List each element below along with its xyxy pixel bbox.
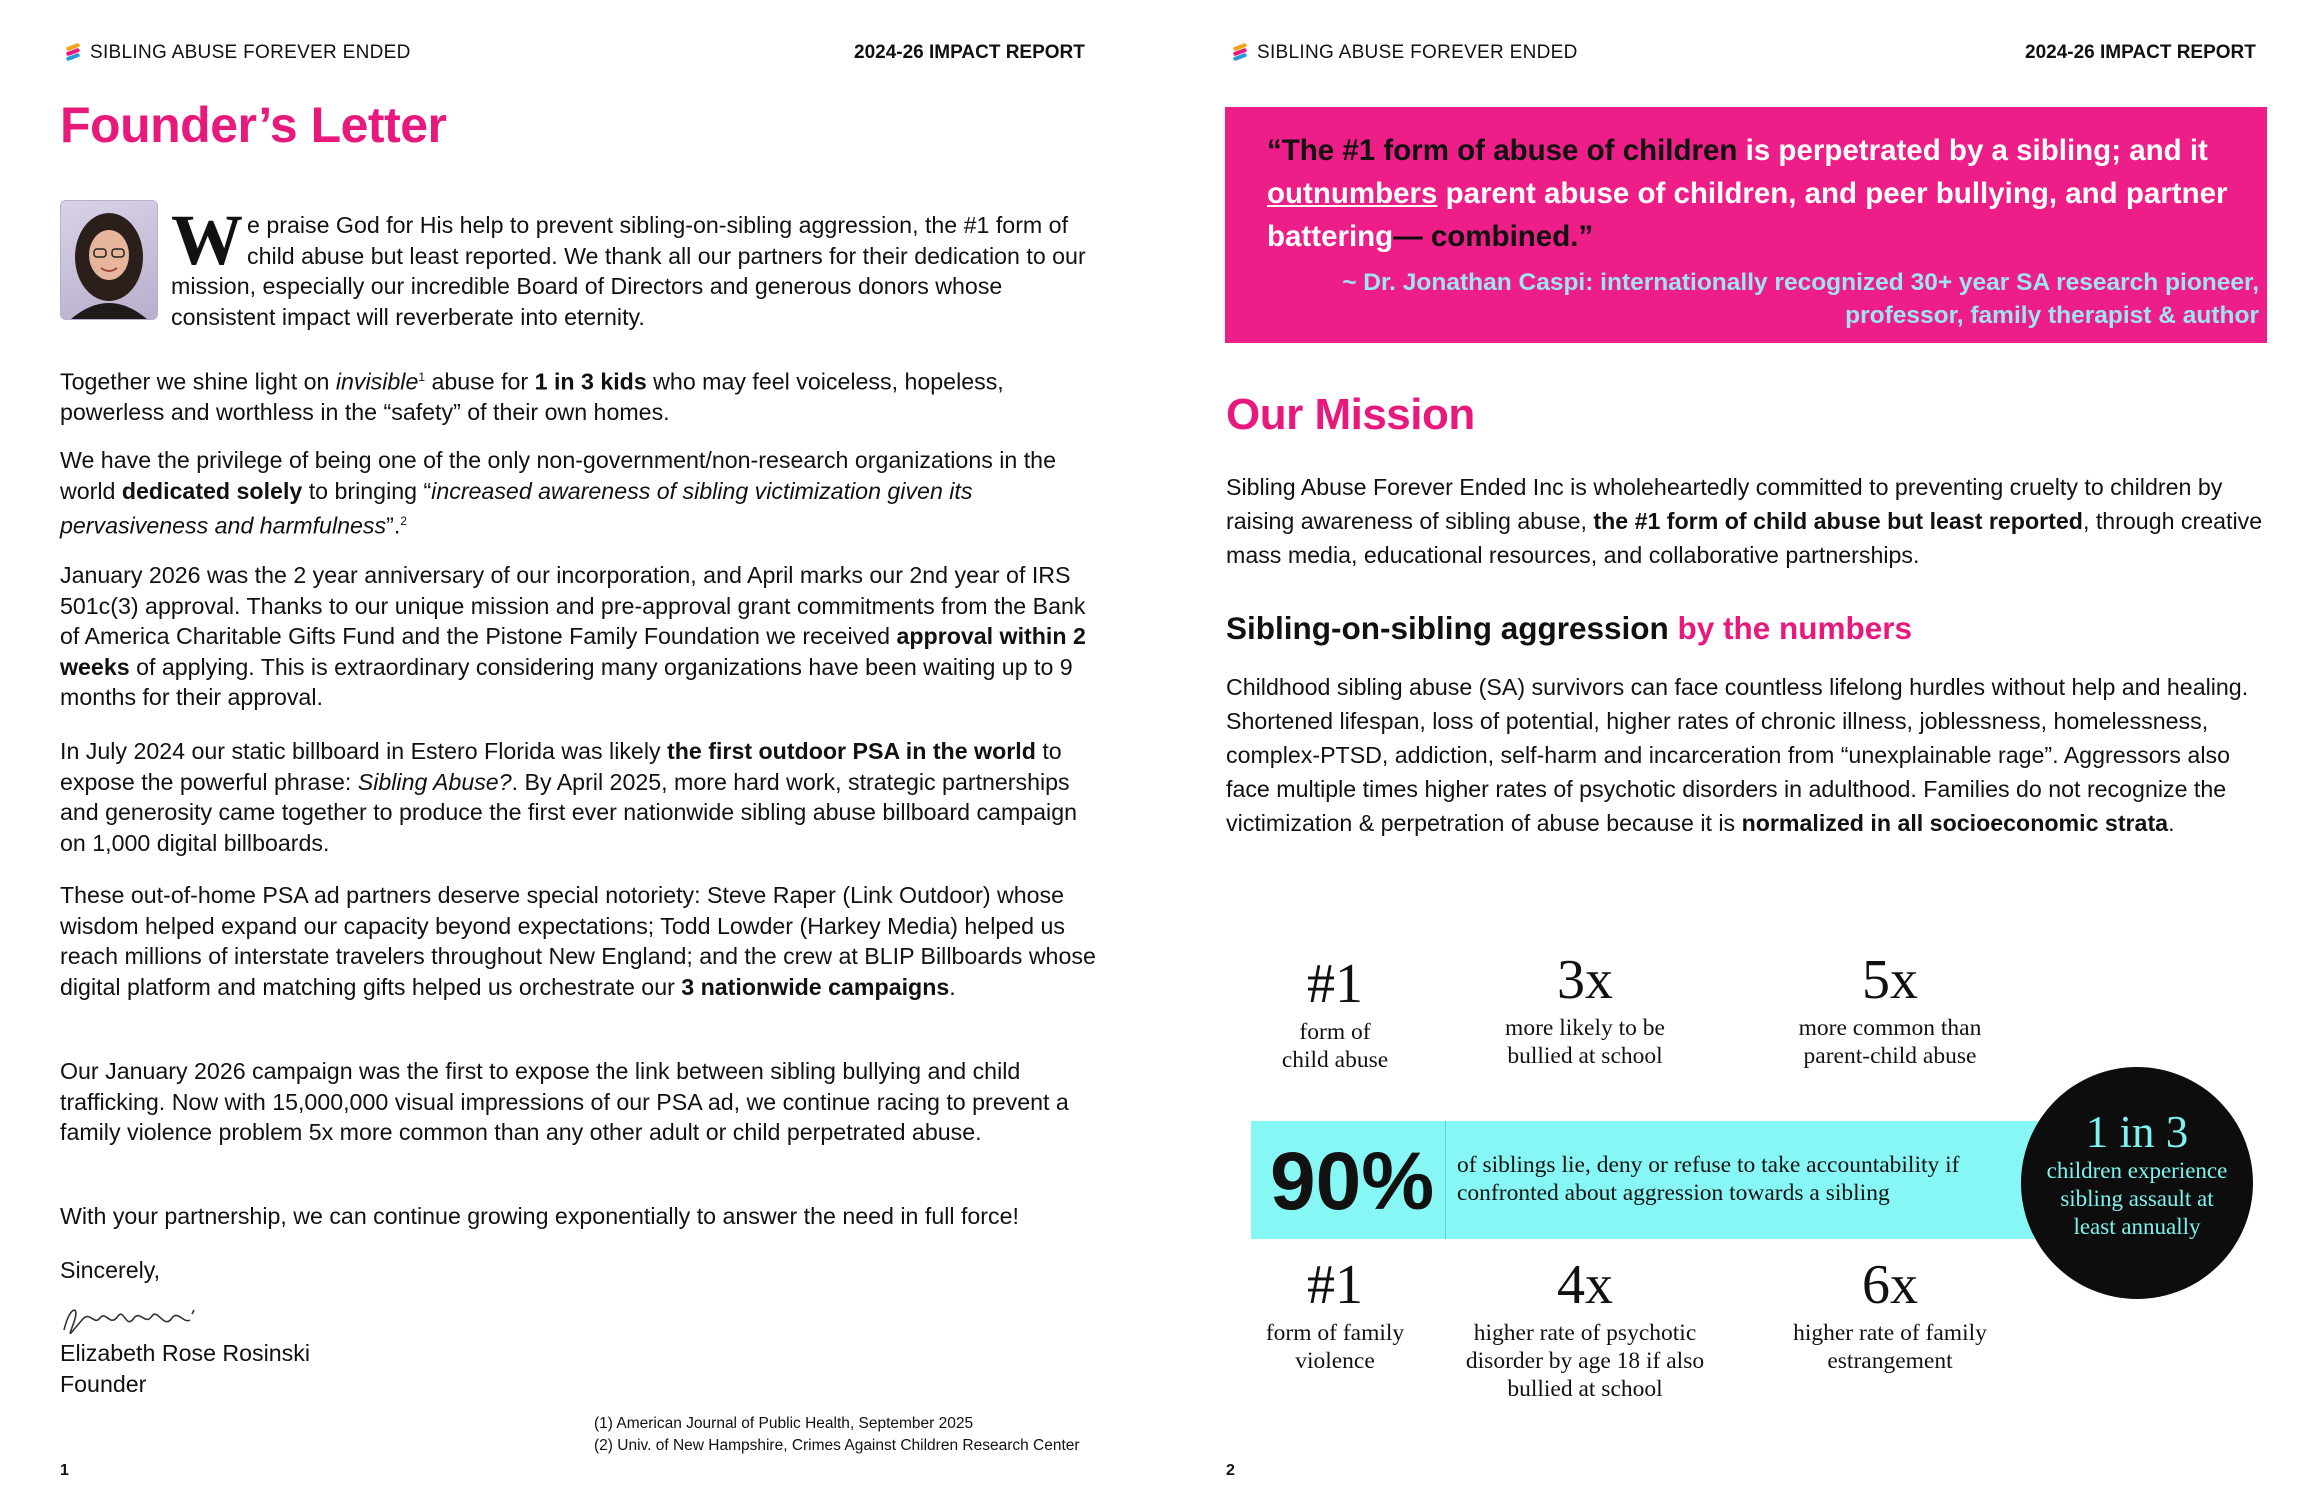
footnotes [594,1413,1080,1457]
quote-text: “The #1 form of abuse of children is perpetrated by a sibling; and it outnumbers parent abuse of children, and peer bullying, and partner battering— combined.” [1267,134,2228,253]
letter-paragraph-3: We have the privilege of being one of the only non-government/non-research organizations in the world dedicated solely to bringing “increased awareness of sibling victimization given its pervasiveness and harmfulness”.$^2$ [60,447,1056,539]
brand-logo-icon [66,45,82,61]
letter-paragraph-8: With your partnership, we can continue growing exponentially to answer the need in full force! [60,1203,1019,1229]
band-label: of siblings lie, deny or refuse to take accountability if confronted about aggression towards a sibling [1457,1152,1960,1206]
quote-box [1225,107,2267,343]
page-number: 1 [60,1462,69,1479]
page-number: 2 [1226,1462,1235,1479]
brand-header [66,42,411,64]
signature [60,1300,210,1340]
band-value: 90% [1270,1136,1435,1227]
letter-paragraph-7: Our January 2026 campaign was the first to expose the link between sibling bullying and child trafficking. Now with 15,000,000 visual impressions of our PSA ad, we continue racing to prevent a family violence problem 5x more common than any other adult or child perpetrated abuse. [60,1058,1069,1145]
page-title: Founder’s Letter [60,97,447,153]
stat-circle [2021,1067,2253,1299]
quote-attribution: ~ Dr. Jonathan Caspi: internationally recognized 30+ year SA research pioneer, professor, family therapist & author [1342,269,2259,329]
stat-top-3: 5x more common than parent-child abuse [1798,949,1982,1069]
numbers-paragraph: Childhood sibling abuse (SA) survivors can face countless lifelong hurdles without help and healing. Shortened lifespan, loss of potential, higher rates of chronic illness, joblessness, homelessness, complex-PTSD, addiction, self-harm and incarceration from “unexplainable rage”. Aggressors also face multiple times higher rates of psychotic disorders in adulthood. Families do not recognize the victimization & perpetration of abuse because it is normalized in all socioeconomic strata. [1226,674,2249,836]
circle-value: 1 in 3 [2085,1107,2189,1157]
letter-paragraph-4: January 2026 was the 2 year anniversary of our incorporation, and April marks our 2nd year of IRS 501c(3) approval. Thanks to our unique mission and pre-approval grant commitments from the Bank of America Charitable Gifts Fund and the Pistone Family Foundation we received approval within 2 weeks of applying. This is extraordinary considering many organizations have been waiting up to 9 months for their approval. [60,562,1086,710]
stat-bottom-1: #1 form of family violence [1265,1254,1405,1374]
stat-bottom-3: 6x higher rate of family estrangement [1793,1254,1987,1374]
footnote-2: (2) Univ. of New Hampshire, Crimes Against Children Research Center [594,1437,1080,1454]
drop-cap: W [171,200,243,280]
band-divider [1445,1121,1446,1239]
letter-paragraph-6: These out-of-home PSA ad partners deserve special notoriety: Steve Raper (Link Outdoor) whose wisdom helped expand our capacity beyond expectations; Todd Lowder (Harkey Media) helped us reach millions of interstate travelers throughout New England; and the crew at BLIP Billboards whose digital platform and matching gifts helped us orchestrate our 3 nationwide campaigns. [60,882,1096,1000]
letter-paragraph-5: In July 2024 our static billboard in Estero Florida was likely the first outdoor PSA in the world to expose the powerful phrase: Sibling Abuse?. By April 2025, more hard work, strategic partnerships and generosity came together to produce the first ever nationwide sibling abuse billboard campaign on 1,000 digital billboards. [60,738,1078,856]
stat-top-2: 3x more likely to be bullied at school [1505,949,1665,1069]
brand-header [1233,42,1578,64]
brand-logo-icon [1233,45,1249,61]
report-title: 2024-26 IMPACT REPORT [854,42,1085,63]
footnote-1: (1) American Journal of Public Health, September 2025 [594,1415,974,1432]
mission-title: Our Mission [1226,390,1475,439]
page-mission [1155,0,2310,1497]
brand-name: SIBLING ABUSE FOREVER ENDED [90,42,411,63]
signer-name: Elizabeth Rose Rosinski [60,1340,311,1366]
stat-bottom-2: 4x higher rate of psychotic disorder by age 18 if also bullied at school [1465,1254,1705,1402]
closing: Sincerely, [60,1257,161,1283]
circle-label: children experience sibling assault at least annually [2046,1158,2228,1239]
stat-top-1: #1 form of child abuse [1281,953,1389,1073]
letter-paragraph-2: Together we shine light on invisible$^1$ abuse for 1 in 3 kids who may feel voiceless, hopeless, powerless and worthless in the “safety” of their own homes. [60,368,1004,426]
letter-intro: We praise God for His help to prevent sibling-on-sibling aggression, the #1 form of child abuse but least reported. We thank all our partners for their dedication to our mission, especially our incredible Board of Directors and generous donors whose consistent impact will reverberate into eternity. [171,200,1086,330]
founder-photo [60,200,158,320]
mission-paragraph: Sibling Abuse Forever Ended Inc is wholeheartedly committed to preventing cruelty to children by raising awareness of sibling abuse, the #1 form of child abuse but least reported, through creative mass media, educational resources, and collaborative partnerships. [1226,474,2263,568]
signer-title: Founder [60,1371,147,1397]
brand-name: SIBLING ABUSE FOREVER ENDED [1257,42,1578,63]
numbers-heading: Sibling-on-sibling aggression by the numbers [1226,610,1913,646]
report-title: 2024-26 IMPACT REPORT [2025,42,2256,63]
